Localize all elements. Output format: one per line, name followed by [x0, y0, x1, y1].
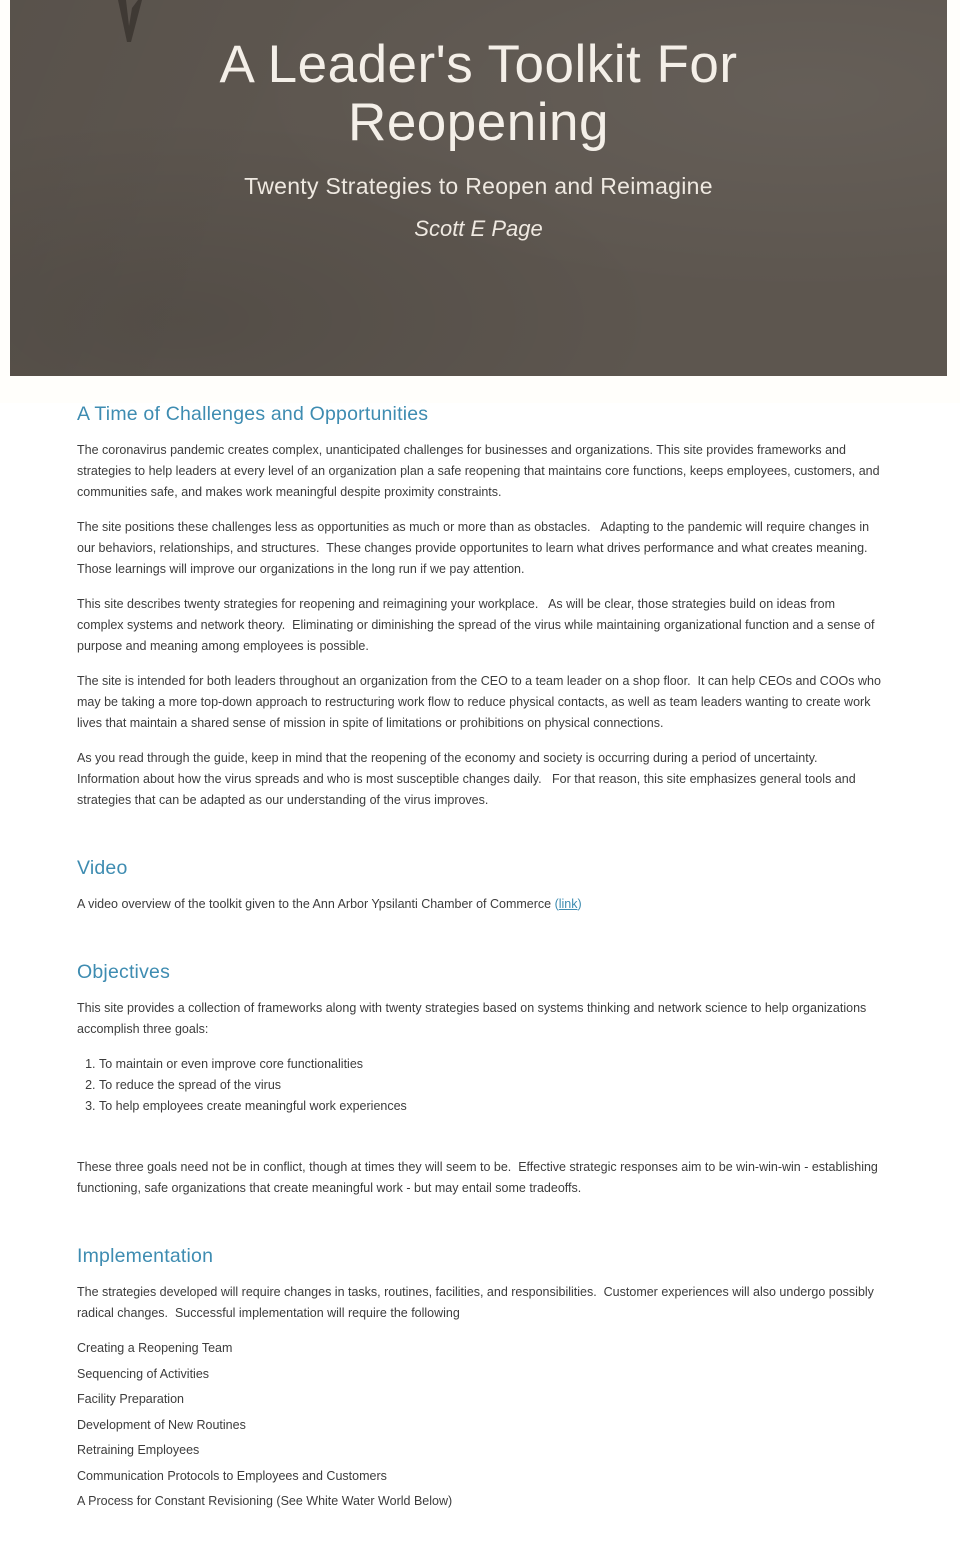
hero-banner	[10, 0, 947, 376]
section-video	[77, 857, 882, 915]
section-heading-challenges: A Time of Challenges and Opportunities	[77, 403, 429, 425]
section-heading-objectives: Objectives	[77, 961, 171, 983]
link-paren-open: (	[554, 897, 559, 911]
paragraph: The coronavirus pandemic creates complex, unanticipated challenges for businesses and organizations. This site provides frameworks and strategies to help leaders at every level of an organization plan a safe reopening that maintains core functions, keeps employees, customers, and communities safe, and makes work meaningful despite proximity constraints.	[77, 443, 884, 499]
video-link[interactable]: link	[558, 897, 578, 911]
page-author: Scott E Page	[414, 215, 543, 241]
page-title	[10, 0, 947, 152]
video-description	[77, 894, 882, 915]
page-subtitle: Twenty Strategies to Reopen and Reimagine	[244, 172, 713, 199]
implementation-item: Creating a Reopening Team	[77, 1341, 233, 1355]
section-implementation	[77, 1245, 882, 1512]
section-objectives	[77, 961, 882, 1199]
page-title-line1: A Leader's Toolkit For	[219, 35, 738, 94]
page-title-line2: Reopening	[348, 92, 609, 152]
goals-list	[77, 1054, 882, 1117]
implementation-item: Facility Preparation	[77, 1392, 184, 1406]
implementation-item: Communication Protocols to Employees and Customers	[77, 1468, 387, 1483]
implementation-intro: The strategies developed will require changes in tasks, routines, facilities, and responsibilities. Customer experiences will also undergo possibly radical changes. Successful implementation will require the following	[77, 1285, 878, 1320]
wood-grain-mark-icon	[112, 0, 146, 42]
goal-item: 2. To reduce the spread of the virus	[99, 1075, 882, 1096]
implementation-item: Retraining Employees	[77, 1443, 200, 1457]
section-heading-video: Video	[77, 857, 128, 879]
paragraph: The site positions these challenges less as opportunities as much or more than as obstacles. Adapting to the pandemic will require changes in our behaviors, relationships, and structures. These changes provide opportunites to learn what drives performance and what creates meaning. Those learnings will improve our organizations in the long run if we pay attention.	[77, 520, 875, 576]
objectives-outro: These three goals need not be in conflict, though at times they will seem to be. Effective strategic responses aim to be win-win-win - establishing functioning, safe organizations that create meaningful work - but may entail some tradeoffs.	[77, 1160, 882, 1195]
section-challenges	[77, 403, 885, 811]
implementation-item: Development of New Routines	[77, 1417, 246, 1432]
implementation-item: Sequencing of Activities	[77, 1366, 210, 1381]
implementation-item: A Process for Constant Revisioning (See White Water World Below)	[77, 1494, 453, 1508]
paragraph: The site is intended for both leaders throughout an organization from the CEO to a team leader on a shop floor. It can help CEOs and COOs who may be taking a more top-down approach to restructuring work flow to reduce physical contacts, as well as team leaders wanting to create work lives that maintain a shared sense of mission in spite of limitations or prohibitions on physical connections.	[77, 674, 885, 730]
section-heading-implementation: Implementation	[77, 1245, 214, 1267]
paragraph: As you read through the guide, keep in mind that the reopening of the economy and society is occurring during a period of uncertainty. Information about how the virus spreads and who is most susceptible changes daily. For that reason, this site emphasizes general tools and strategies that can be adapted as our understanding of the virus improves.	[77, 751, 860, 807]
main-content	[0, 403, 960, 1543]
goal-item: 3. To help employees create meaningful work experiences	[99, 1096, 882, 1117]
link-paren-close: )	[577, 897, 582, 911]
paragraph: This site describes twenty strategies for reopening and reimagining your workplace. As will be clear, those strategies build on ideas from complex systems and network theory. Eliminating or diminishing the spread of the virus while maintaining organizational function and a sense of purpose and meaning among employees is possible.	[77, 597, 878, 653]
video-text: A video overview of the toolkit given to the Ann Arbor Ypsilanti Chamber of Commerce	[77, 897, 555, 911]
objectives-intro: This site provides a collection of frameworks along with twenty strategies based on systems thinking and network science to help organizations accomplish three goals:	[77, 1001, 870, 1036]
goal-item: 1. To maintain or even improve core functionalities	[99, 1054, 882, 1075]
